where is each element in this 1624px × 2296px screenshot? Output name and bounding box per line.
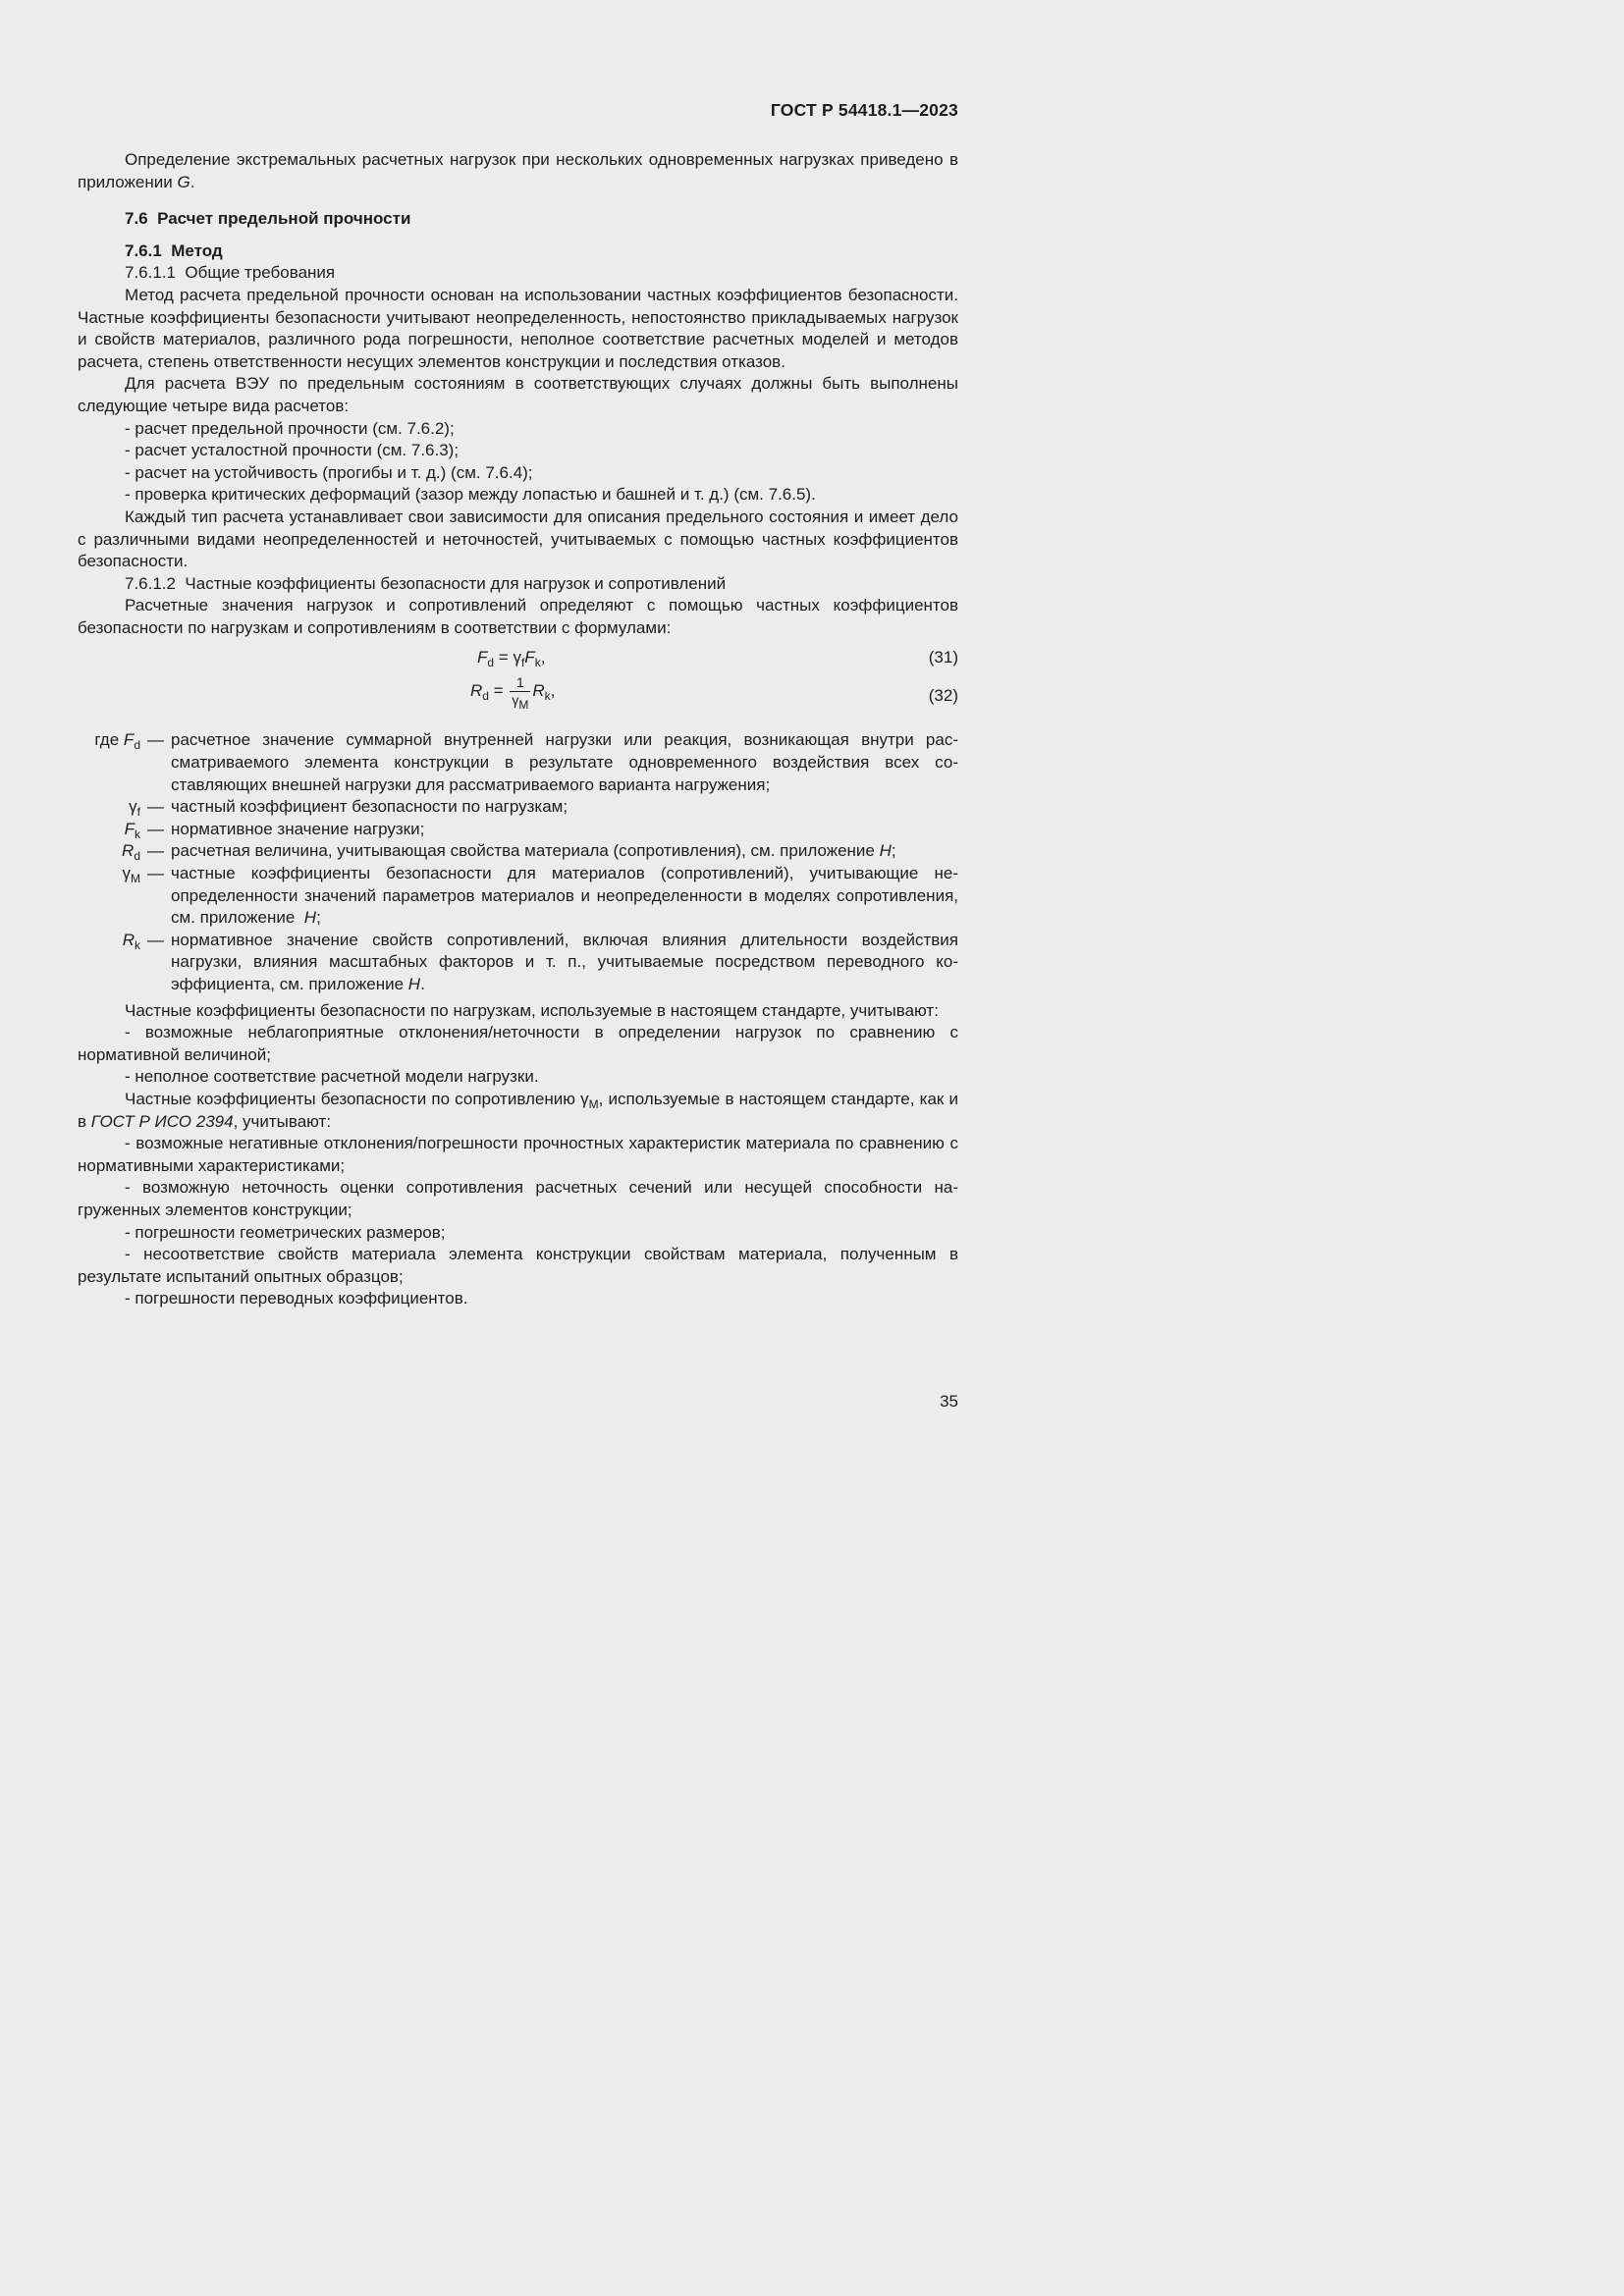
list-item: - неполное соответствие расчетной модели нагрузки. — [125, 1067, 539, 1087]
document-body — [78, 149, 963, 1310]
list-item: - проверка критических деформаций (зазор между лопастью и башней и т. д.) (см. 7.6.5). — [125, 485, 816, 505]
definition-row — [78, 729, 958, 796]
formula-31-number: (31) — [928, 648, 958, 667]
definition-row — [78, 796, 958, 819]
definition-dash: — — [147, 864, 164, 883]
resistance-factors-paragraph: Частные коэффициенты безопасности по сопротивлению $\gamma_M$, используемые в настоящем стандарте, как и в ГОСТ Р ИСО 2394, учитывают: — [78, 1089, 958, 1131]
definition-symbol: где $F_d$ — [94, 730, 140, 753]
formula-32-number: (32) — [928, 686, 958, 706]
definition-text: нормативное значение нагрузки; — [171, 819, 425, 838]
calc-types-paragraph: Для расчета ВЭУ по предельным состояниям в соответствующих случаях должны быть выполнены следующие четыре вида расчетов: — [78, 374, 958, 415]
fraction: $\frac{1}{\gamma_M}$ — [512, 674, 529, 713]
definitions-list — [78, 729, 963, 995]
definition-symbol: $R_k$ — [122, 930, 140, 952]
list-item: - погрешности геометрических размеров; — [125, 1222, 446, 1242]
method-paragraph: Метод расчета предельной прочности основан на использовании частных коэффициентов безопасности. Частные коэффициенты безопасности учитывают неопределенность, непостоянство прикладываемых нагрузок и свойств материалов, различного рода погрешности, неполное соответствие расчетных моделей и методов расчета, степень ответственности несущих элементов конструкции и последствия отказов. — [78, 285, 958, 371]
definition-text: расчетная величина, учитывающая свойства материала (сопротивления), см. приложение H; — [171, 841, 896, 861]
standard-ref: ГОСТ Р ИСО 2394 — [90, 1111, 234, 1131]
definition-dash: — — [147, 930, 164, 949]
definition-row — [78, 863, 958, 930]
section-heading-7-6-1-1: 7.6.1.1 Общие требования — [125, 263, 336, 283]
page-number: 35 — [940, 1392, 958, 1411]
definition-row — [78, 819, 958, 841]
definition-text: нормативное значение свойств сопротивлений, включая влияния длительности воздействия нагрузки, влияния масштабных факторов и т. п., учитываемые посредством переводного коэффициента, см. приложение H. — [171, 930, 958, 993]
list-item: - погрешности переводных коэффициентов. — [125, 1289, 468, 1308]
formula-32-expression: $R_d$ = $\frac{1}{\gamma_M}$ $R_k$, — [470, 674, 556, 713]
definition-text: расчетное значение суммарной внутренней нагрузки или реакция, возникающая внутри рассматриваемого элемента конструкции в результате одновременного воздействия всех составляющих внешней нагрузки для рассматриваемого варианта нагружения; — [171, 730, 958, 794]
formula-31-expression: $F_d = \gamma_fF_k$, — [477, 648, 546, 670]
list-item: - расчет на устойчивость (прогибы и т. д.) (см. 7.6.4); — [125, 462, 533, 482]
section-heading-7-6-1-2: 7.6.1.2 Частные коэффициенты безопасности для нагрузок и сопротивлений — [125, 573, 727, 593]
definition-text: частные коэффициенты безопасности для материалов (сопротивлений), учитывающие неопределенности значений параметров материалов и неопределенности в моделях сопротивления, см. приложение H; — [171, 864, 963, 928]
intro-paragraph: Определение экстремальных расчетных нагрузок при нескольких одновременных нагрузках приведено в приложении G. — [78, 150, 958, 191]
appendix-ref: G — [177, 172, 190, 191]
list-item: - расчет усталостной прочности (см. 7.6.3); — [125, 441, 460, 460]
list-item: - возможные негативные отклонения/погрешности прочностных характеристик материала по сравнению с нормативными характеристиками; — [78, 1134, 958, 1175]
definition-row — [78, 930, 958, 996]
definition-text: частный коэффициент безопасности по нагрузкам; — [171, 797, 568, 817]
definition-symbol: $\gamma_M$ — [122, 864, 140, 886]
calc-each-paragraph: Каждый тип расчета устанавливает свои зависимости для описания предельного состояния и имеет дело с различными видами неопределенностей и неточностей, учитываемых с помощью частных коэффициентов безопасности. — [78, 507, 958, 571]
definition-dash: — — [147, 819, 164, 838]
list-item: - возможные неблагоприятные отклонения/неточности в определении нагрузок по сравнению с нормативной величиной; — [78, 1023, 958, 1064]
values-paragraph: Расчетные значения нагрузок и сопротивлений определяют с помощью частных коэффициентов безопасности по нагрузкам и сопротивлениям в соответствии с формулами: — [78, 596, 958, 637]
load-factors-paragraph: Частные коэффициенты безопасности по нагрузкам, используемые в настоящем стандарте, учитывают: — [125, 1000, 939, 1020]
definition-symbol: $F_k$ — [124, 819, 140, 841]
definition-dash: — — [147, 730, 164, 750]
list-item: - несоответствие свойств материала элемента конструкции свойствам материала, полученным в результате испытаний опытных образцов; — [78, 1245, 958, 1286]
definition-dash: — — [147, 841, 164, 861]
formula-31 — [78, 645, 958, 672]
section-heading-7-6: 7.6 Расчет предельной прочности — [125, 209, 411, 229]
document-header: ГОСТ Р 54418.1—2023 — [770, 100, 958, 120]
definition-symbol: $R_d$ — [122, 841, 140, 864]
formula-32 — [78, 674, 958, 721]
section-heading-7-6-1: 7.6.1 Метод — [125, 240, 223, 260]
list-item: - расчет предельной прочности (см. 7.6.2); — [125, 418, 455, 438]
definition-row — [78, 840, 958, 863]
list-item: - возможную неточность оценки сопротивления расчетных сечений или несущей способности нагруженных элементов конструкции; — [78, 1178, 958, 1219]
definition-dash: — — [147, 797, 164, 817]
definition-symbol: $\gamma_f$ — [129, 797, 140, 820]
